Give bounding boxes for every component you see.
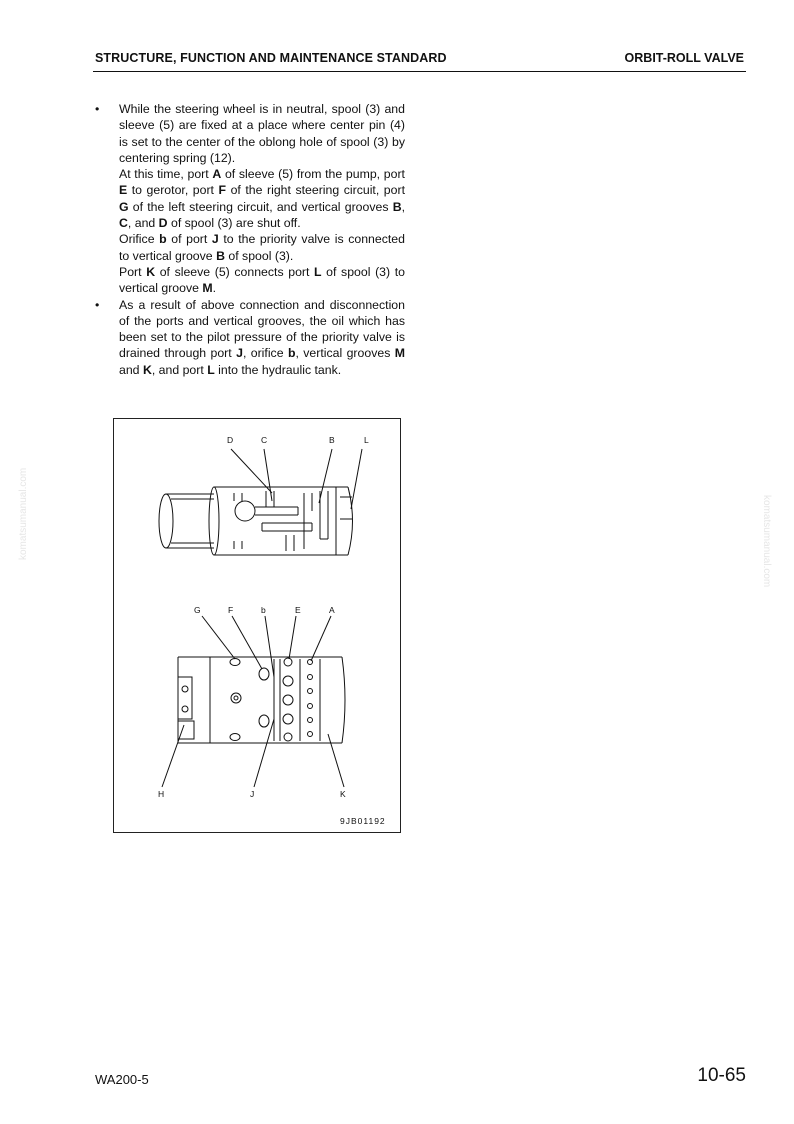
header-rule <box>93 71 746 72</box>
body-text <box>95 101 405 378</box>
valve-figure <box>113 418 401 833</box>
paragraph-orifice: Orifice b of port J to the priority valve is connected to vertical groove B of spool (3). <box>119 232 405 263</box>
spool-drawing <box>159 487 353 555</box>
bullet-item-drain <box>95 297 405 378</box>
paragraph-port-status: At this time, port A of sleeve (5) from the pump, port E to gerotor, port F of the right steering circuit, port G of the left steering circuit, and vertical grooves B, C, and D of spool (3) are shut off. <box>119 167 405 231</box>
paragraph-drain-path: As a result of above connection and disconnection of the ports and vertical grooves, the oil which has been set to the pilot pressure of the priority valve is drained through port J, orifice b, vertical grooves M and K, and port L into the hydraulic tank. <box>119 297 405 377</box>
sleeve-drawing <box>178 657 345 743</box>
label-D: D <box>227 435 234 445</box>
bullet-item-neutral <box>95 101 405 297</box>
component-title: ORBIT-ROLL VALVE <box>624 51 744 65</box>
label-b: b <box>261 605 266 615</box>
label-C: C <box>261 435 268 445</box>
label-J: J <box>250 789 255 799</box>
section-title: STRUCTURE, FUNCTION AND MAINTENANCE STANDARD <box>95 51 447 65</box>
bullet-mark: • <box>95 297 100 312</box>
spool-leader-lines <box>231 449 362 509</box>
bullet-mark: • <box>95 102 100 116</box>
label-K: K <box>340 789 346 799</box>
label-A: A <box>329 605 335 615</box>
watermark-left: komatsumanual.com <box>18 467 29 560</box>
bullet-body <box>119 101 405 297</box>
paragraph-neutral-position: While the steering wheel is in neutral, spool (3) and sleeve (5) are fixed at a place where center pin (4) is set to the center of the oblong hole of spool (3) by centering spring (12). <box>119 102 405 165</box>
figure-code: 9JB01192 <box>340 816 386 826</box>
label-L: L <box>364 435 369 445</box>
label-E: E <box>295 605 301 615</box>
label-F: F <box>228 605 234 615</box>
label-H: H <box>158 789 165 799</box>
label-G: G <box>194 605 201 615</box>
bullet-body <box>119 297 405 378</box>
sleeve-leader-lines <box>162 616 344 787</box>
valve-drawing <box>114 419 402 834</box>
page-number: 10-65 <box>697 1065 746 1086</box>
footer-model: WA200-5 <box>95 1072 149 1087</box>
label-B: B <box>329 435 335 445</box>
watermark-right: komatsumanual.com <box>761 495 772 588</box>
paragraph-port-k: Port K of sleeve (5) connects port L of spool (3) to vertical groove M. <box>119 264 405 296</box>
